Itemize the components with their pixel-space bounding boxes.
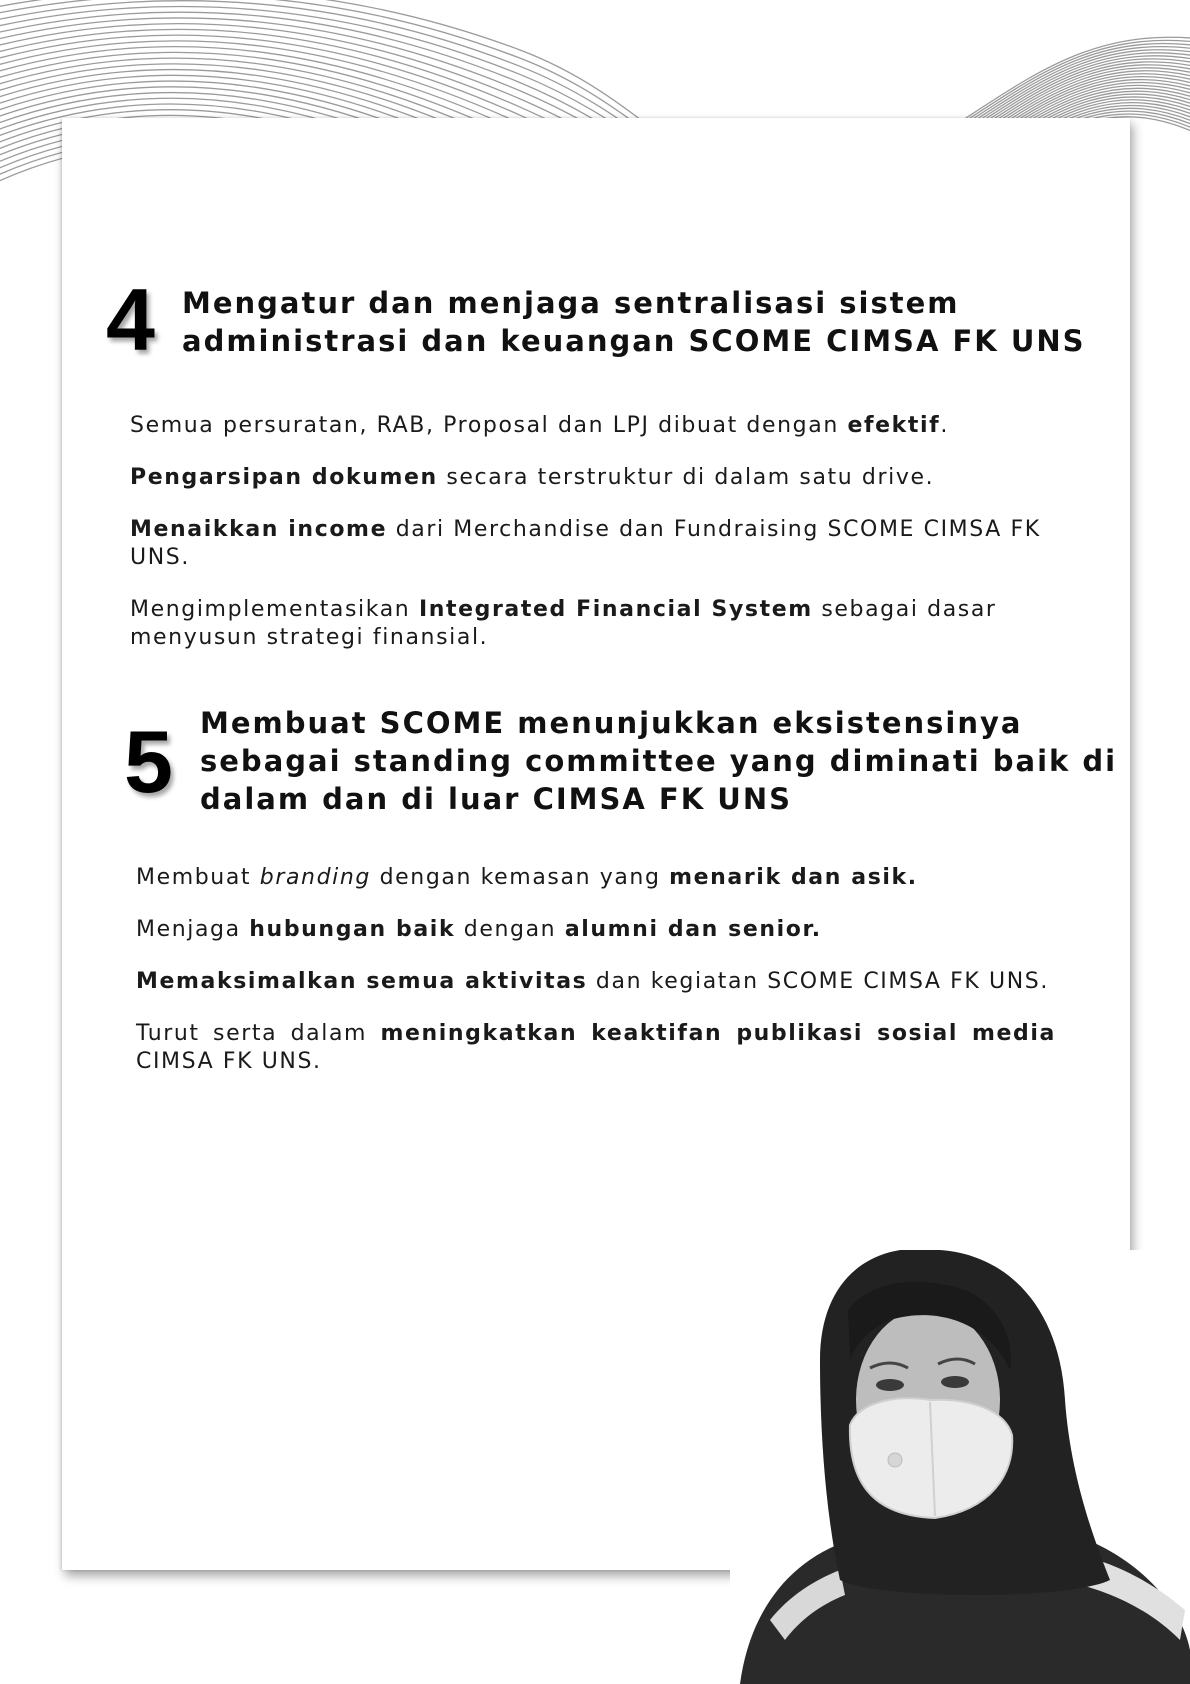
list-item: Turut serta dalam meningkatkan keaktifan publikasi sosial media CIMSA FK UNS. — [136, 1021, 1056, 1074]
item-list — [130, 412, 1060, 676]
heading-line: sebagai standing committee yang diminati baik di — [200, 744, 1118, 778]
section-heading — [200, 704, 1117, 818]
heading-line: dalam dan di luar CIMSA FK UNS — [200, 782, 793, 816]
list-item: Menaikkan income dari Merchandise dan Fundraising SCOME CIMSA FK UNS. — [130, 517, 1041, 570]
section-number: 5 — [124, 712, 173, 811]
heading-line: Mengatur dan menjaga sentralisasi sistem — [182, 286, 960, 320]
list-item: Pengarsipan dokumen secara terstruktur di dalam satu drive. — [130, 465, 935, 490]
person-portrait — [730, 1250, 1190, 1684]
item-list — [136, 864, 1056, 1100]
heading-line: Membuat SCOME menunjukkan eksistensinya — [200, 706, 1023, 740]
section-heading — [182, 284, 1086, 360]
list-item: Memaksimalkan semua aktivitas dan kegiatan SCOME CIMSA FK UNS. — [136, 969, 1049, 994]
list-item: Menjaga hubungan baik dengan alumni dan senior. — [136, 917, 822, 942]
heading-line: administrasi dan keuangan SCOME CIMSA FK UNS — [182, 324, 1086, 358]
list-item: Membuat branding dengan kemasan yang menarik dan asik. — [136, 865, 918, 890]
list-item: Mengimplementasikan Integrated Financial System sebagai dasar menyusun strategi finansial. — [130, 597, 997, 650]
section-number: 4 — [106, 270, 155, 369]
list-item: Semua persuratan, RAB, Proposal dan LPJ dibuat dengan efektif. — [130, 413, 949, 438]
